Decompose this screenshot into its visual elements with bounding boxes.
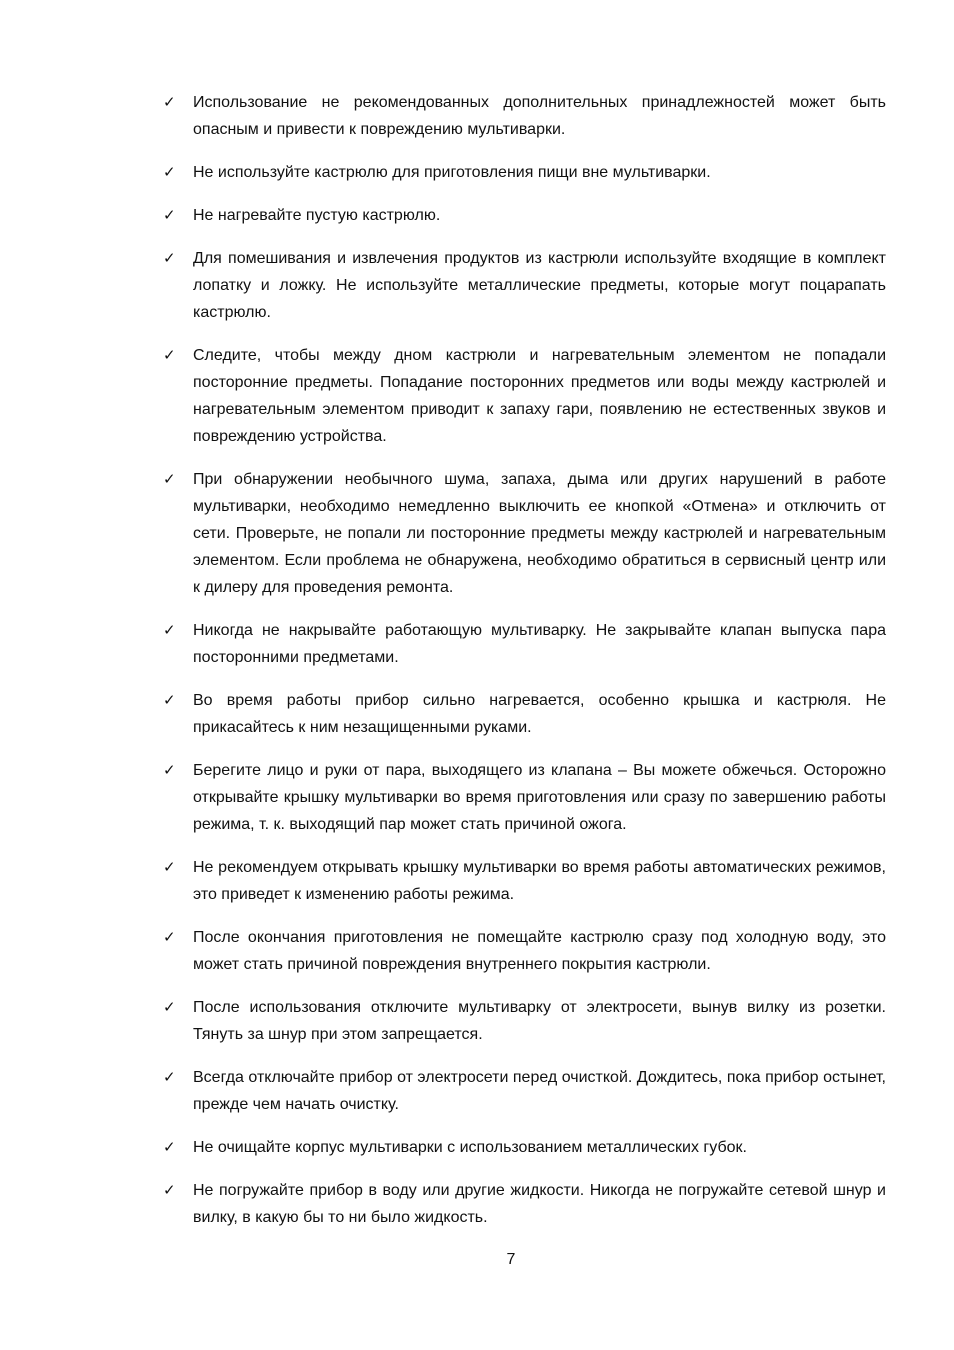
list-item-text: Не погружайте прибор в воду или другие жидкости. Никогда не погружайте сетевой шнур и вилку, в какую бы то ни было жидкость.: [193, 1182, 886, 1226]
check-mark-icon: ✓: [163, 206, 176, 224]
list-item-text: Не используйте кастрюлю для приготовления пищи вне мультиварки.: [193, 164, 711, 181]
list-item: [163, 924, 886, 978]
list-item-text: Использование не рекомендованных дополнительных принадлежностей может быть опасным и привести к повреждению мультиварки.: [193, 94, 886, 138]
list-item: [163, 1134, 886, 1161]
check-mark-icon: ✓: [163, 346, 176, 364]
check-mark-icon: ✓: [163, 249, 176, 267]
list-item: [163, 1177, 886, 1231]
list-item-text: После использования отключите мультиварку от электросети, вынув вилку из розетки. Тянуть за шнур при этом запрещается.: [193, 999, 886, 1043]
check-mark-icon: ✓: [163, 470, 176, 488]
list-item: [163, 159, 886, 186]
list-item-text: Во время работы прибор сильно нагревается, особенно крышка и кастрюля. Не прикасайтесь к ним незащищенными руками.: [193, 692, 886, 736]
list-item: [163, 687, 886, 741]
list-item-text: Всегда отключайте прибор от электросети перед очисткой. Дождитесь, пока прибор остынет, прежде чем начать очистку.: [193, 1069, 886, 1113]
list-item: [163, 466, 886, 601]
check-mark-icon: ✓: [163, 93, 176, 111]
check-mark-icon: ✓: [163, 691, 176, 709]
check-mark-icon: ✓: [163, 1138, 176, 1156]
check-mark-icon: ✓: [163, 621, 176, 639]
list-item-text: Следите, чтобы между дном кастрюли и нагревательным элементом не попадали посторонние предметы. Попадание посторонних предметов или воды между кастрюлей и нагревательным элементом приводит к запаху гари, появлению не естественных звуков и повреждению устройства.: [193, 347, 886, 445]
list-item: [163, 854, 886, 908]
list-item-text: Никогда не накрывайте работающую мультиварку. Не закрывайте клапан выпуска пара посторонними предметами.: [193, 622, 886, 666]
list-item: [163, 757, 886, 838]
list-item: [163, 245, 886, 326]
check-mark-icon: ✓: [163, 1068, 176, 1086]
list-item-text: Для помешивания и извлечения продуктов из кастрюли используйте входящие в комплект лопатку и ложку. Не используйте металлические предметы, которые могут поцарапать кастрюлю.: [193, 250, 886, 321]
check-mark-icon: ✓: [163, 858, 176, 876]
check-mark-icon: ✓: [163, 1181, 176, 1199]
list-item: [163, 89, 886, 143]
list-item-text: При обнаружении необычного шума, запаха, дыма или других нарушений в работе мультиварки, необходимо немедленно выключить ее кнопкой «Отмена» и отключить от сети. Проверьте, не попали ли посторонние предметы между кастрюлей и нагревательным элементом. Если проблема не обнаружена, необходимо обратиться в сервисный центр или к дилеру для проведения ремонта.: [193, 471, 886, 596]
page-number: 7: [506, 1251, 516, 1268]
list-item-text: Не очищайте корпус мультиварки с использованием металлических губок.: [193, 1139, 747, 1156]
list-item: [163, 994, 886, 1048]
list-item: [163, 342, 886, 450]
list-item: [163, 202, 886, 229]
check-mark-icon: ✓: [163, 761, 176, 779]
list-item-text: Не нагревайте пустую кастрюлю.: [193, 207, 441, 224]
safety-instructions-list: [163, 89, 886, 1247]
list-item: [163, 1064, 886, 1118]
list-item: [163, 617, 886, 671]
list-item-text: Не рекомендуем открывать крышку мультиварки во время работы автоматических режимов, это приведет к изменению работы режима.: [193, 859, 886, 903]
list-item-text: Берегите лицо и руки от пара, выходящего из клапана – Вы можете обжечься. Осторожно открывайте крышку мультиварки во время приготовления или сразу по завершению работы режима, т. к. выходящий пар может стать причиной ожога.: [193, 762, 886, 833]
check-mark-icon: ✓: [163, 998, 176, 1016]
check-mark-icon: ✓: [163, 928, 176, 946]
list-item-text: После окончания приготовления не помещайте кастрюлю сразу под холодную воду, это может стать причиной повреждения внутреннего покрытия кастрюли.: [193, 929, 886, 973]
check-mark-icon: ✓: [163, 163, 176, 181]
